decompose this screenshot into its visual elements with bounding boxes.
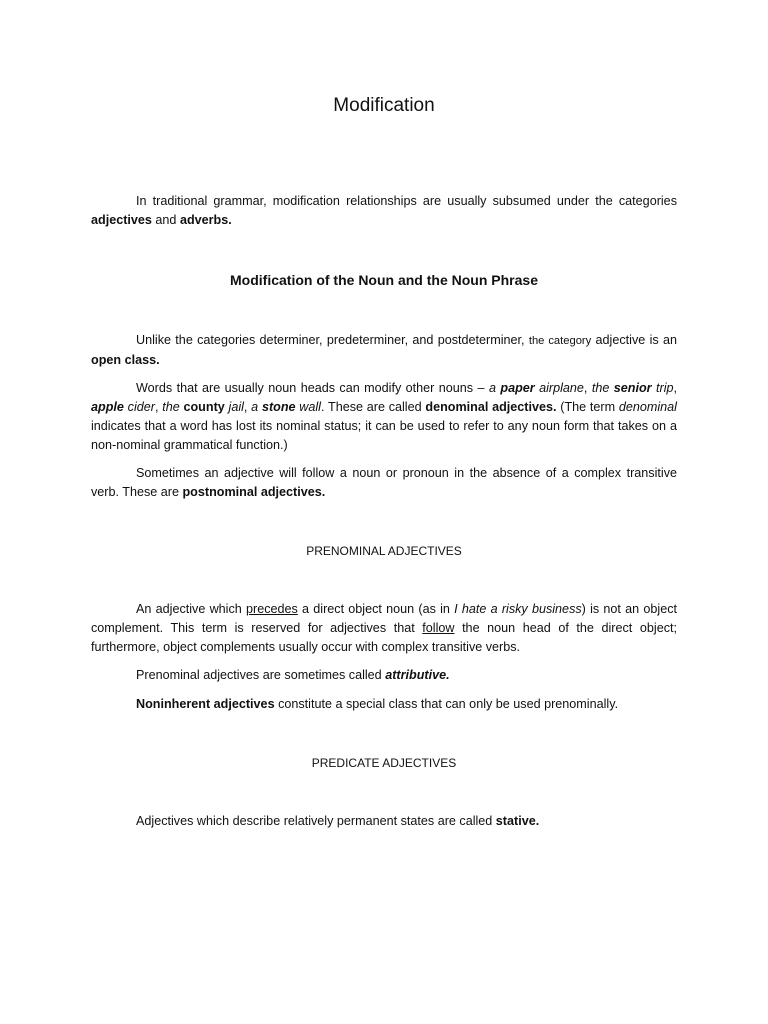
bold-term: adverbs. (179, 213, 232, 227)
noun-paragraph-3 (91, 464, 677, 502)
text-run: Adjectives which describe relatively permanent states are called (136, 814, 496, 828)
text-run: a direct object noun (as in (297, 602, 455, 616)
bold-term: open class. (91, 353, 160, 367)
text-run: , (243, 400, 252, 414)
text-run: indicates that a word has lost its nominal status; it can be used to refer to any noun form that takes on a non-nominal grammatical function.) (91, 419, 677, 452)
bold-italic-term: stone (261, 400, 296, 414)
text-run: , (673, 381, 677, 395)
text-run: Unlike the categories determiner, predeterminer, and postdeterminer, (136, 333, 529, 347)
section-heading-prenominal: PRENOMINAL ADJECTIVES (306, 544, 462, 558)
text-run: Prenominal adjectives are sometimes called (136, 668, 386, 682)
prenominal-paragraph-2 (91, 666, 677, 685)
bold-term: adjectives (91, 213, 152, 227)
italic-run: airplane (534, 381, 584, 395)
bold-term: Noninherent adjectives (136, 697, 275, 711)
prenominal-paragraph-1 (91, 600, 677, 657)
text-run: In traditional grammar, modification relationships are usually subsumed under the categories (136, 194, 677, 208)
page-title: Modification (333, 95, 435, 116)
bold-italic-term: senior (613, 381, 652, 395)
text-run: constitute a special class that can only be used prenominally. (274, 697, 619, 711)
italic-run: trip (651, 381, 674, 395)
bold-italic-term: apple (91, 400, 124, 414)
bold-term: county (183, 400, 225, 414)
italic-run: denominal (618, 400, 677, 414)
italic-run: a (488, 381, 501, 395)
text-run: . These are called (320, 400, 426, 414)
text-run: , (154, 400, 163, 414)
underlined-term: precedes (246, 602, 298, 616)
bold-term: postnominal adjectives. (182, 485, 326, 499)
italic-run: the (162, 400, 184, 414)
noun-paragraph-2 (91, 379, 677, 455)
predicate-paragraph-1 (91, 812, 677, 831)
noun-paragraph-1 (91, 331, 677, 370)
italic-run: cider (123, 400, 155, 414)
text-run: the noun head of the direct object; furthermore, object complements usually occur with complex transitive verbs. (91, 621, 677, 654)
text-run: and (151, 213, 180, 227)
italic-run: wall (295, 400, 321, 414)
text-run: An adjective which (136, 602, 246, 616)
prenominal-paragraph-3 (91, 695, 677, 714)
section-heading-noun: Modification of the Noun and the Noun Phrase (230, 272, 538, 288)
italic-run: jail (224, 400, 244, 414)
intro-paragraph (91, 192, 677, 230)
bold-term: denominal adjectives. (425, 400, 557, 414)
text-run: adjective is an (591, 333, 677, 347)
bold-term: stative. (495, 814, 540, 828)
italic-run: I hate a risky business (454, 602, 582, 616)
text-run: Words that are usually noun heads can modify other nouns – (136, 381, 489, 395)
bold-italic-term: paper (500, 381, 535, 395)
section-heading-predicate: PREDICATE ADJECTIVES (311, 756, 457, 770)
text-run: , (583, 381, 592, 395)
text-run: (The term (556, 400, 619, 414)
text-run: the category (528, 335, 592, 347)
italic-run: the (591, 381, 614, 395)
bold-italic-term: attributive. (385, 668, 450, 682)
text-run: Sometimes an adjective will follow a noun or pronoun in the absence of a complex transitive verb. These are (91, 466, 677, 499)
text-run: ) is not an object complement. This term is reserved for adjectives that (91, 602, 677, 635)
underlined-term: follow (422, 621, 455, 635)
italic-run: a (251, 400, 262, 414)
